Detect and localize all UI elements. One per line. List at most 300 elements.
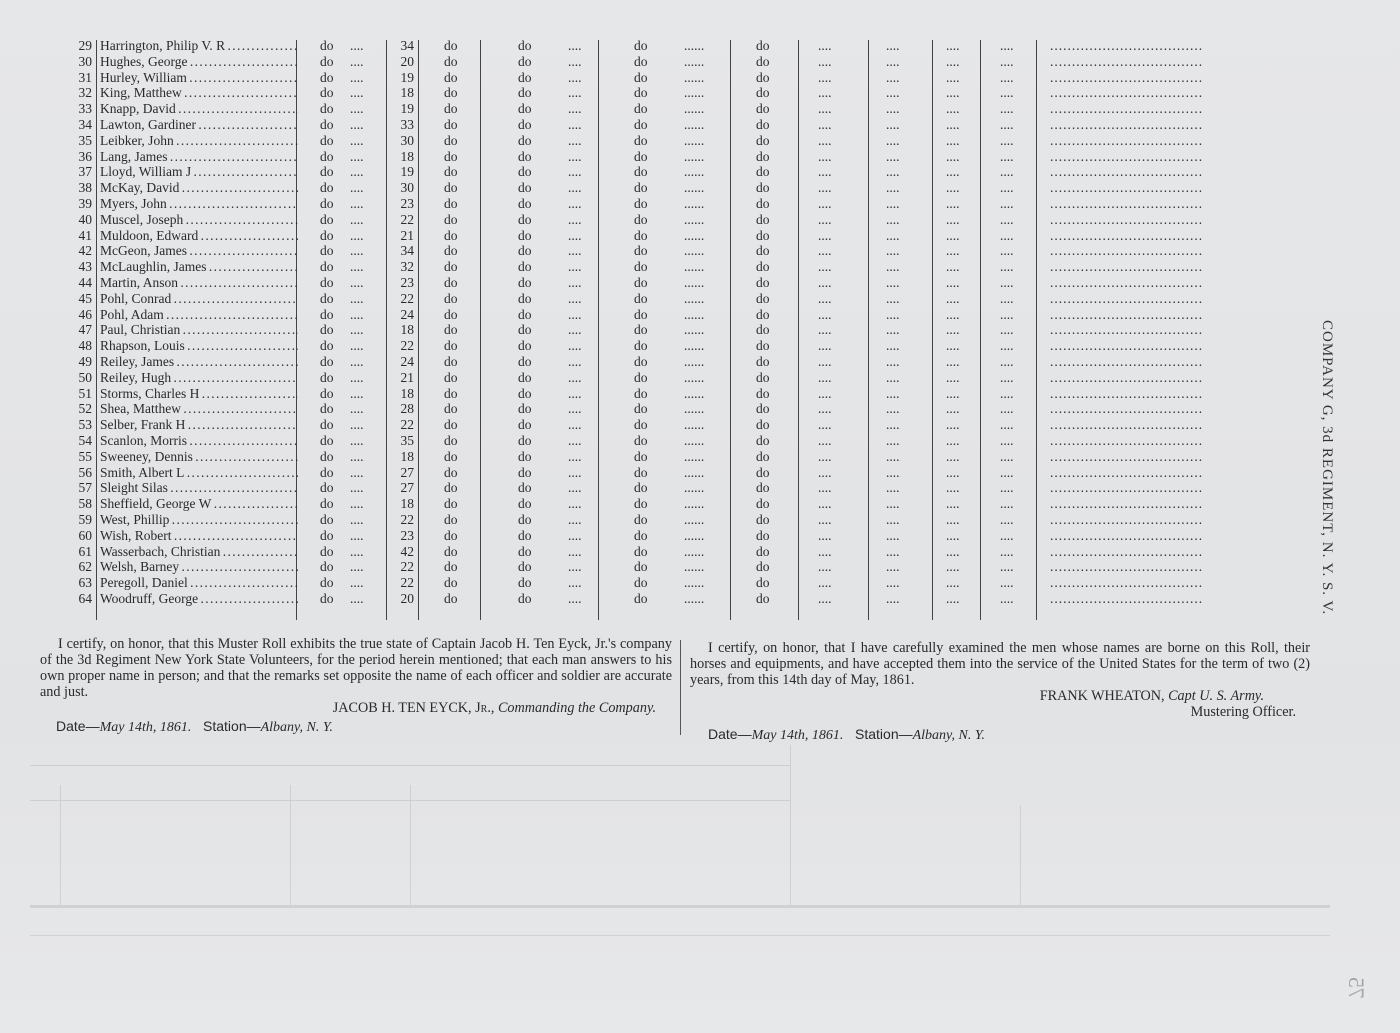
date-value: May 14th, 1861. (751, 728, 844, 743)
leader-dots: .... (350, 322, 364, 338)
leader-dots: ...... (684, 38, 705, 53)
leader-dots: .... (946, 180, 960, 196)
soldier-name: Leibker, John . . . (100, 133, 298, 149)
remarks-leader: ................................... (1050, 69, 1204, 85)
age-cell: 32 (400, 259, 414, 275)
leader-dots: .... (818, 211, 832, 227)
leader-dots: .... (1000, 322, 1014, 338)
ditto-cell: do (634, 432, 648, 448)
leader-dots: .... (1000, 559, 1014, 575)
leader-dots: .... (1000, 480, 1014, 496)
ditto-cell: do (518, 496, 532, 512)
leader-dots: .... (568, 290, 582, 306)
leader-dots: ...... (684, 338, 705, 354)
remarks-leader: ................................... (1050, 464, 1204, 480)
leader-dots: ...... (684, 274, 705, 290)
ditto-cell: do (518, 417, 532, 433)
leader-dots: .... (946, 53, 960, 69)
enlistment-place-cell: do (320, 543, 334, 559)
ditto-cell: do (518, 259, 532, 275)
leader-dots: .... (350, 448, 364, 464)
ditto-cell: do (634, 274, 648, 290)
leader-dots: ...... (684, 227, 705, 243)
leader-dots: .... (350, 417, 364, 433)
roster-number: 63 (78, 575, 92, 591)
ditto-cell: do (634, 195, 648, 211)
leader-dots: .... (818, 274, 832, 290)
age-cell: 42 (400, 543, 414, 559)
roster-row (40, 575, 1310, 591)
age-cell: 22 (400, 417, 414, 433)
ditto-cell: do (518, 448, 532, 464)
ditto-cell: do (518, 38, 532, 53)
enlistment-place-cell: do (320, 101, 334, 117)
leader-dots: .... (350, 85, 364, 101)
ditto-cell: do (444, 575, 458, 591)
leader-dots: ...... (684, 101, 705, 117)
leader-dots: .... (568, 69, 582, 85)
leader-dots: .... (350, 432, 364, 448)
roster-number: 33 (78, 101, 92, 117)
signer-title: Capt U. S. Army. (1168, 688, 1264, 704)
remarks-leader: ................................... (1050, 590, 1204, 606)
age-cell: 20 (400, 53, 414, 69)
age-cell: 24 (400, 306, 414, 322)
roster-number: 48 (78, 338, 92, 354)
roster-row (40, 180, 1310, 196)
leader-dots: .... (568, 496, 582, 512)
soldier-name: Welsh, Barney . . . (100, 559, 298, 575)
enlistment-place-cell: do (320, 148, 334, 164)
leader-dots: ...... (684, 132, 705, 148)
leader-dots: .... (568, 338, 582, 354)
roster-row (40, 38, 1310, 54)
ditto-cell: do (444, 559, 458, 575)
station-value: Albany, N. Y. (912, 728, 985, 743)
age-cell: 34 (400, 243, 414, 259)
soldier-name: Peregoll, Daniel . . . (100, 575, 298, 591)
leader-dots: .... (568, 511, 582, 527)
soldier-name: Hughes, George . . . (100, 54, 298, 70)
leader-dots: .... (1000, 385, 1014, 401)
enlistment-place-cell: do (320, 274, 334, 290)
enlistment-place-cell: do (320, 322, 334, 338)
leader-dots: ...... (684, 417, 705, 433)
age-cell: 19 (400, 101, 414, 117)
leader-dots: .... (1000, 290, 1014, 306)
soldier-name: Storms, Charles H . . . (100, 386, 298, 402)
leader-dots: .... (568, 38, 582, 53)
leader-dots: .... (818, 417, 832, 433)
leader-dots: .... (568, 101, 582, 117)
signer-name: JACOB H. TEN EYCK, Jr., (332, 700, 495, 716)
leader-dots: .... (568, 322, 582, 338)
leader-dots: .... (886, 338, 900, 354)
ditto-cell: do (518, 401, 532, 417)
leader-dots: .... (350, 496, 364, 512)
leader-dots: .... (818, 195, 832, 211)
roster-number: 53 (78, 417, 92, 433)
ditto-cell: do (444, 290, 458, 306)
signer-role: Mustering Officer. (1190, 704, 1296, 720)
ditto-cell: do (518, 511, 532, 527)
ditto-cell: do (444, 227, 458, 243)
leader-dots: ...... (684, 322, 705, 338)
leader-dots: .... (946, 116, 960, 132)
age-cell: 33 (400, 116, 414, 132)
enlistment-place-cell: do (320, 180, 334, 196)
leader-dots: .... (886, 417, 900, 433)
soldier-name: Rhapson, Louis . . . (100, 338, 298, 354)
remarks-leader: ................................... (1050, 432, 1204, 448)
ditto-cell: do (444, 274, 458, 290)
enlistment-place-cell: do (320, 401, 334, 417)
ditto-cell: do (444, 338, 458, 354)
roster-number: 42 (78, 243, 92, 259)
roster-row (40, 449, 1310, 465)
roster-row (40, 433, 1310, 449)
leader-dots: .... (818, 164, 832, 180)
ditto-cell: do (518, 290, 532, 306)
leader-dots: .... (1000, 448, 1014, 464)
ditto-cell: do (756, 385, 770, 401)
leader-dots: .... (1000, 417, 1014, 433)
leader-dots: .... (568, 243, 582, 259)
ditto-cell: do (518, 575, 532, 591)
leader-dots: .... (886, 195, 900, 211)
leader-dots: .... (818, 85, 832, 101)
ditto-cell: do (444, 148, 458, 164)
roster-row (40, 370, 1310, 386)
roster-row (40, 101, 1310, 117)
leader-dots: .... (886, 511, 900, 527)
ditto-cell: do (634, 53, 648, 69)
leader-dots: .... (568, 417, 582, 433)
leader-dots: ...... (684, 164, 705, 180)
age-cell: 23 (400, 195, 414, 211)
ditto-cell: do (518, 227, 532, 243)
leader-dots: ...... (684, 401, 705, 417)
signer-name: FRANK WHEATON, (1039, 688, 1165, 704)
remarks-leader: ................................... (1050, 448, 1204, 464)
ditto-cell: do (444, 69, 458, 85)
leader-dots: .... (886, 101, 900, 117)
enlistment-place-cell: do (320, 195, 334, 211)
leader-dots: ...... (684, 480, 705, 496)
ditto-cell: do (444, 164, 458, 180)
company-commander-certificate (40, 636, 672, 736)
roster-number: 58 (78, 496, 92, 512)
leader-dots: .... (1000, 464, 1014, 480)
roster-row (40, 465, 1310, 481)
remarks-leader: ................................... (1050, 575, 1204, 591)
ditto-cell: do (756, 322, 770, 338)
soldier-name: West, Phillip . . . (100, 512, 298, 528)
ditto-cell: do (444, 259, 458, 275)
leader-dots: .... (1000, 369, 1014, 385)
leader-dots: .... (1000, 195, 1014, 211)
roster-number: 29 (78, 38, 92, 53)
roster-number: 47 (78, 322, 92, 338)
roster-number: 32 (78, 85, 92, 101)
ditto-cell: do (634, 132, 648, 148)
leader-dots: .... (946, 575, 960, 591)
leader-dots: .... (350, 543, 364, 559)
ditto-cell: do (634, 164, 648, 180)
age-cell: 21 (400, 369, 414, 385)
leader-dots: .... (350, 480, 364, 496)
ditto-cell: do (756, 464, 770, 480)
date-value: May 14th, 1861. (99, 720, 192, 735)
leader-dots: .... (350, 148, 364, 164)
remarks-leader: ................................... (1050, 385, 1204, 401)
ditto-cell: do (756, 353, 770, 369)
ditto-cell: do (634, 464, 648, 480)
remarks-leader: ................................... (1050, 480, 1204, 496)
leader-dots: .... (818, 259, 832, 275)
ditto-cell: do (756, 148, 770, 164)
leader-dots: .... (1000, 227, 1014, 243)
leader-dots: .... (818, 527, 832, 543)
soldier-name: Lawton, Gardiner . . . (100, 117, 298, 133)
leader-dots: .... (568, 227, 582, 243)
ditto-cell: do (518, 274, 532, 290)
leader-dots: .... (350, 385, 364, 401)
ditto-cell: do (634, 480, 648, 496)
ditto-cell: do (756, 590, 770, 606)
age-cell: 18 (400, 148, 414, 164)
remarks-leader: ................................... (1050, 227, 1204, 243)
leader-dots: .... (1000, 101, 1014, 117)
enlistment-place-cell: do (320, 69, 334, 85)
roster-row (40, 54, 1310, 70)
enlistment-place-cell: do (320, 559, 334, 575)
soldier-name: McKay, David . . . (100, 180, 298, 196)
ditto-cell: do (634, 259, 648, 275)
roster-number: 57 (78, 480, 92, 496)
leader-dots: .... (818, 543, 832, 559)
leader-dots: .... (350, 227, 364, 243)
certificate-text: I certify, on honor, that this Muster Roll exhibits the true state of Captain Jacob H. Ten Eyck, Jr.'s company of the 3d Regiment New York State Volunteers, for the period herein mentioned; that each man answers to his own proper name in person; and that the remarks set opposite the name of each officer and soldier are accurate and just. (40, 636, 672, 700)
leader-dots: ...... (684, 575, 705, 591)
leader-dots: .... (1000, 527, 1014, 543)
ditto-cell: do (756, 496, 770, 512)
age-cell: 22 (400, 575, 414, 591)
leader-dots: .... (886, 496, 900, 512)
ditto-cell: do (444, 132, 458, 148)
ditto-cell: do (634, 38, 648, 53)
enlistment-place-cell: do (320, 369, 334, 385)
leader-dots: .... (946, 164, 960, 180)
leader-dots: .... (1000, 53, 1014, 69)
remarks-leader: ................................... (1050, 401, 1204, 417)
ditto-cell: do (756, 195, 770, 211)
roster-row (40, 417, 1310, 433)
ditto-cell: do (518, 132, 532, 148)
ditto-cell: do (756, 259, 770, 275)
leader-dots: .... (1000, 164, 1014, 180)
remarks-leader: ................................... (1050, 85, 1204, 101)
leader-dots: .... (886, 148, 900, 164)
leader-dots: .... (818, 69, 832, 85)
leader-dots: .... (886, 259, 900, 275)
ditto-cell: do (756, 401, 770, 417)
roster-number: 55 (78, 448, 92, 464)
ditto-cell: do (444, 101, 458, 117)
roster-number: 45 (78, 290, 92, 306)
leader-dots: .... (818, 180, 832, 196)
leader-dots: .... (818, 559, 832, 575)
leader-dots: .... (350, 290, 364, 306)
leader-dots: .... (350, 527, 364, 543)
leader-dots: ...... (684, 448, 705, 464)
leader-dots: .... (1000, 211, 1014, 227)
leader-dots: .... (946, 448, 960, 464)
leader-dots: ...... (684, 290, 705, 306)
soldier-name: Selber, Frank H . . . (100, 417, 298, 433)
leader-dots: .... (568, 195, 582, 211)
age-cell: 19 (400, 69, 414, 85)
leader-dots: .... (568, 590, 582, 606)
remarks-leader: ................................... (1050, 496, 1204, 512)
station-label: Station— (203, 718, 261, 734)
leader-dots: .... (1000, 274, 1014, 290)
soldier-name: Muscel, Joseph . . . (100, 212, 298, 228)
ditto-cell: do (634, 338, 648, 354)
leader-dots: .... (350, 243, 364, 259)
ditto-cell: do (634, 243, 648, 259)
leader-dots: .... (568, 559, 582, 575)
leader-dots: .... (818, 385, 832, 401)
ditto-cell: do (518, 432, 532, 448)
ditto-cell: do (634, 511, 648, 527)
ditto-cell: do (634, 575, 648, 591)
ditto-cell: do (444, 85, 458, 101)
enlistment-place-cell: do (320, 575, 334, 591)
leader-dots: .... (818, 132, 832, 148)
ditto-cell: do (444, 448, 458, 464)
age-cell: 18 (400, 385, 414, 401)
leader-dots: ...... (684, 369, 705, 385)
roster-number: 38 (78, 180, 92, 196)
ditto-cell: do (756, 290, 770, 306)
ditto-cell: do (634, 148, 648, 164)
leader-dots: .... (568, 401, 582, 417)
leader-dots: .... (946, 432, 960, 448)
leader-dots: .... (886, 53, 900, 69)
leader-dots: .... (886, 116, 900, 132)
enlistment-place-cell: do (320, 164, 334, 180)
remarks-leader: ................................... (1050, 290, 1204, 306)
leader-dots: .... (946, 101, 960, 117)
ditto-cell: do (444, 401, 458, 417)
leader-dots: .... (1000, 69, 1014, 85)
enlistment-place-cell: do (320, 290, 334, 306)
roster-number: 37 (78, 164, 92, 180)
roster-number: 46 (78, 306, 92, 322)
roster-row (40, 338, 1310, 354)
leader-dots: .... (350, 575, 364, 591)
leader-dots: .... (886, 464, 900, 480)
leader-dots: .... (568, 432, 582, 448)
age-cell: 23 (400, 274, 414, 290)
enlistment-place-cell: do (320, 38, 334, 53)
enlistment-place-cell: do (320, 496, 334, 512)
roster-number: 44 (78, 274, 92, 290)
ditto-cell: do (756, 417, 770, 433)
remarks-leader: ................................... (1050, 53, 1204, 69)
age-cell: 24 (400, 353, 414, 369)
age-cell: 23 (400, 527, 414, 543)
soldier-name: Wasserbach, Christian . . . (100, 544, 298, 560)
ditto-cell: do (518, 590, 532, 606)
leader-dots: .... (350, 274, 364, 290)
soldier-name: Myers, John . . . (100, 196, 298, 212)
leader-dots: .... (946, 243, 960, 259)
enlistment-place-cell: do (320, 243, 334, 259)
roster-number: 36 (78, 148, 92, 164)
ditto-cell: do (634, 211, 648, 227)
age-cell: 18 (400, 85, 414, 101)
ditto-cell: do (634, 85, 648, 101)
ditto-cell: do (634, 590, 648, 606)
ditto-cell: do (756, 527, 770, 543)
leader-dots: .... (946, 353, 960, 369)
leader-dots: .... (568, 369, 582, 385)
leader-dots: .... (886, 132, 900, 148)
ditto-cell: do (756, 227, 770, 243)
ditto-cell: do (634, 322, 648, 338)
leader-dots: ...... (684, 180, 705, 196)
leader-dots: .... (818, 306, 832, 322)
leader-dots: .... (886, 69, 900, 85)
ditto-cell: do (518, 527, 532, 543)
leader-dots: .... (886, 448, 900, 464)
leader-dots: .... (350, 53, 364, 69)
remarks-leader: ................................... (1050, 322, 1204, 338)
leader-dots: ...... (684, 496, 705, 512)
leader-dots: .... (818, 575, 832, 591)
leader-dots: .... (946, 259, 960, 275)
ditto-cell: do (756, 559, 770, 575)
leader-dots: .... (946, 496, 960, 512)
ditto-cell: do (756, 164, 770, 180)
ditto-cell: do (518, 543, 532, 559)
leader-dots: .... (946, 195, 960, 211)
leader-dots: .... (568, 464, 582, 480)
soldier-name: Harrington, Philip V. R . . . (100, 38, 298, 54)
soldier-name: Scanlon, Morris . . . (100, 433, 298, 449)
leader-dots: .... (1000, 432, 1014, 448)
leader-dots: ...... (684, 385, 705, 401)
remarks-leader: ................................... (1050, 527, 1204, 543)
ditto-cell: do (756, 543, 770, 559)
ditto-cell: do (756, 480, 770, 496)
remarks-leader: ................................... (1050, 148, 1204, 164)
leader-dots: .... (350, 369, 364, 385)
enlistment-place-cell: do (320, 432, 334, 448)
ditto-cell: do (444, 543, 458, 559)
enlistment-place-cell: do (320, 132, 334, 148)
leader-dots: ...... (684, 85, 705, 101)
remarks-leader: ................................... (1050, 353, 1204, 369)
leader-dots: .... (818, 148, 832, 164)
age-cell: 30 (400, 180, 414, 196)
leader-dots: .... (350, 306, 364, 322)
leader-dots: .... (946, 369, 960, 385)
signature-line (40, 700, 672, 716)
leader-dots: .... (1000, 338, 1014, 354)
